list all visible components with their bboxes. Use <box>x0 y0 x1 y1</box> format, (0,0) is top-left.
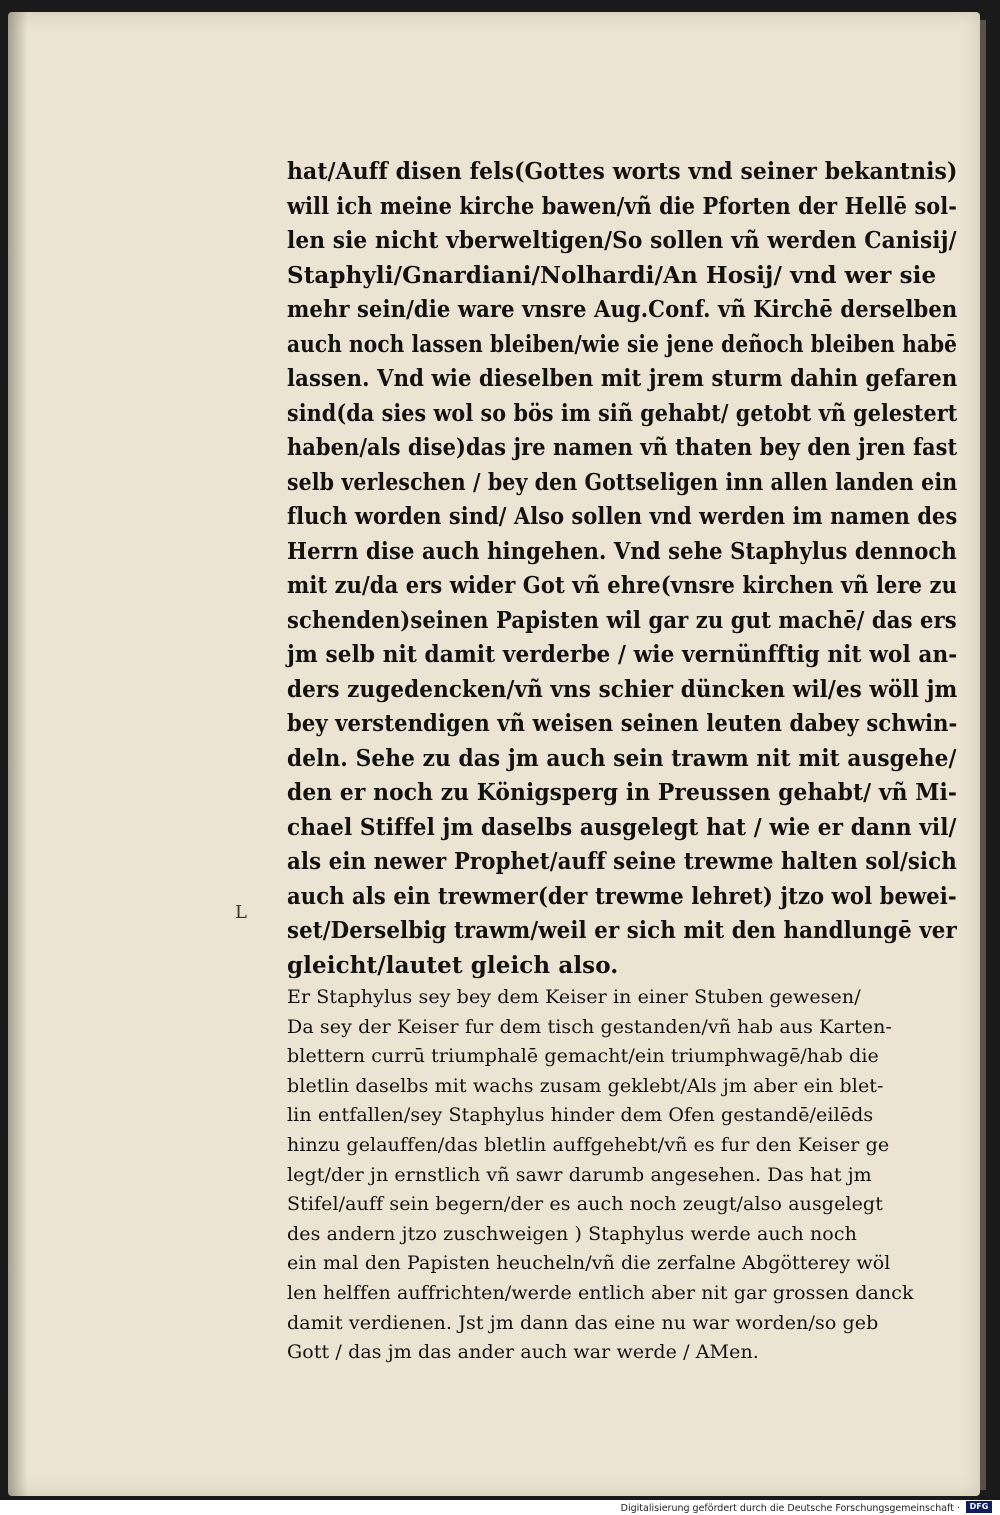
dfg-logo: DFG <box>966 1501 992 1513</box>
quote-paragraph <box>287 983 957 1368</box>
text-line: hat/Auff disen fels(Gottes worts vnd seiner bekantnis) <box>287 158 958 185</box>
quote-line: blettern currū triumphalē gemacht/ein triumphwagē/hab die <box>287 1045 879 1068</box>
quote-line: lin entfallen/sey Staphylus hinder dem Ofen gestandē/eilēds <box>287 1104 874 1127</box>
text-line: auch noch lassen bleiben/wie sie jene deñoch bleiben habē <box>287 330 958 358</box>
gutter-shadow <box>8 12 28 1496</box>
quote-line: ein mal den Papisten heucheln/vñ die zerfalne Abgötterey wöl <box>287 1252 891 1275</box>
text-line: haben/als dise)das jre namen vñ thaten bey den jren fast <box>287 434 958 461</box>
text-line: bey verstendigen vñ weisen seinen leuten dabey schwin- <box>287 710 958 737</box>
quote-line: bletlin daselbs mit wachs zusam geklebt/Als jm aber ein blet- <box>287 1074 884 1097</box>
text-line: len sie nicht vberweltigen/So sollen vñ werden Canisij/ <box>287 227 957 254</box>
text-line: als ein newer Prophet/auff seine trewme halten sol/sich <box>287 848 957 875</box>
quote-line: Er Staphylus sey bey dem Keiser in einer Stuben gewesen/ <box>287 986 861 1008</box>
text-line: mehr sein/die ware vnsre Aug.Conf. vñ Kirchē derselben <box>287 296 958 323</box>
page-edge <box>980 20 986 1490</box>
text-line: den er noch zu Königsperg in Preussen gehabt/ vñ Mi- <box>287 779 958 806</box>
text-line: mit zu/da ers wider Got vñ ehre(vnsre kirchen vñ lere zu <box>287 572 957 599</box>
quote-line: Stifel/auff sein begern/der es auch noch zeugt/also ausgelegt <box>287 1193 883 1216</box>
text-line: lassen. Vnd wie dieselben mit jrem sturm dahin gefaren <box>287 365 958 392</box>
quote-line: des andern jtzo zuschweigen ) Staphylus werde auch noch <box>287 1222 857 1245</box>
text-line: Staphyli/Gnardiani/Nolhardi/An Hosij/ vnd wer sie <box>287 261 937 289</box>
text-line: sind(da sies wol so bös im siñ gehabt/ getobt vñ gelestert <box>287 399 958 427</box>
text-line: schenden)seinen Papisten wil gar zu gut machē/ das ers <box>287 606 957 634</box>
quote-line: hinzu gelauffen/das bletlin auffgehebt/vñ es fur den Keiser ge <box>287 1133 890 1156</box>
text-line: ders zugedencken/vñ vns schier düncken wil/es wöll jm <box>287 675 958 703</box>
quote-line: Gott / das jm das ander auch war werde / AMen. <box>287 1341 759 1364</box>
text-line: set/Derselbig trawm/weil er sich mit den handlungē ver <box>287 917 957 944</box>
text-line: auch als ein trewmer(der trewme lehret) jtzo wol bewei- <box>287 882 957 910</box>
main-paragraph <box>287 155 957 983</box>
funding-credit: Digitalisierung gefördert durch die Deutsche Forschungsgemeinschaft · <box>620 1503 960 1514</box>
text-line: deln. Sehe zu das jm auch sein trawm nit mit ausgehe/ <box>287 744 957 772</box>
text-line: gleicht/lautet gleich also. <box>287 951 619 979</box>
quote-line: Da sey der Keiser fur dem tisch gestanden/vñ hab aus Karten- <box>287 1015 892 1038</box>
quote-line: legt/der jn ernstlich vñ sawr darumb angesehen. Das hat jm <box>287 1163 872 1186</box>
page-text <box>287 155 957 1368</box>
text-line: fluch worden sind/ Also sollen vnd werden im namen des <box>287 503 958 530</box>
text-line: will ich meine kirche bawen/vñ die Pforten der Hellē sol- <box>287 192 958 220</box>
quote-line: len helffen auffrichten/werde entlich aber nit gar grossen danck <box>287 1281 914 1304</box>
quote-line: damit verdienen. Jst jm dann das eine nu war worden/so geb <box>287 1311 879 1334</box>
text-line: Herrn dise auch hingehen. Vnd sehe Staphylus dennoch <box>287 537 957 565</box>
margin-mark: L <box>235 902 247 923</box>
text-line: chael Stiffel jm daselbs ausgelegt hat / wie er dann vil/ <box>287 813 957 841</box>
text-line: selb verleschen / bey den Gottseligen inn allen landen ein <box>287 468 958 496</box>
text-line: jm selb nit damit verderbe / wie vernünfftig nit wol an- <box>287 641 958 668</box>
